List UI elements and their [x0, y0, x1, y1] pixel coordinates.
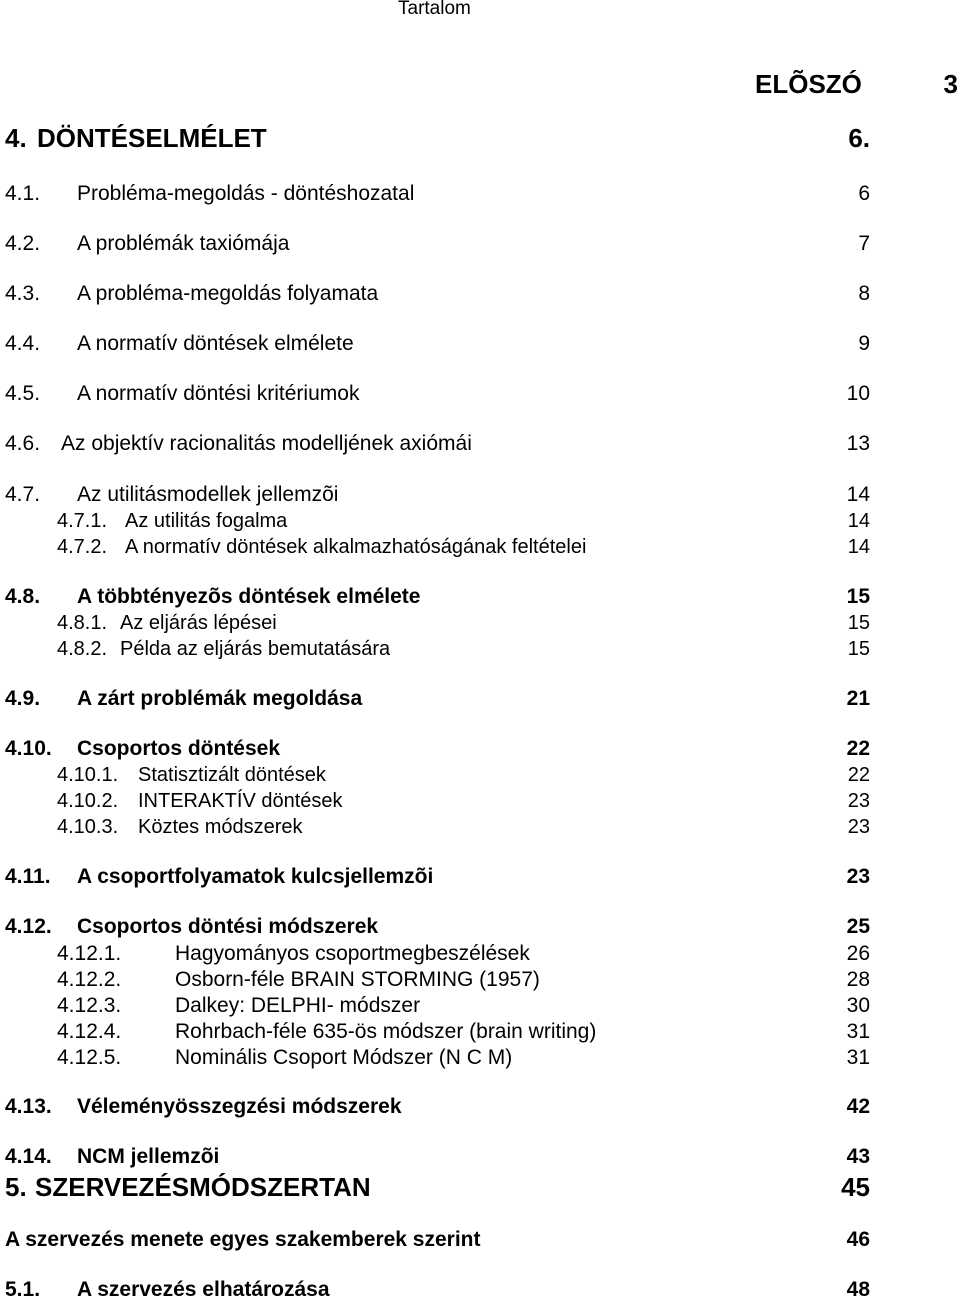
toc-chapter-page: 45 [841, 1172, 870, 1202]
toc-entry-page: 9 [858, 332, 870, 355]
toc-entry-number: 4.7. [5, 483, 41, 506]
toc-entry-number: 4.9. [5, 687, 41, 710]
toc-subentry-number: 4.12.2. [57, 968, 122, 991]
toc-entry-number: 4.12. [5, 915, 52, 938]
toc-subentry-title[interactable]: A normatív döntések alkalmazhatóságának feltételei [125, 536, 587, 558]
toc-subentry-title[interactable]: Hagyományos csoportmegbeszélések [175, 942, 530, 965]
toc-entry-title[interactable]: A normatív döntési kritériumok [77, 382, 360, 405]
toc-entry-page: 22 [846, 737, 870, 760]
toc-entry-title[interactable]: Az utilitásmodellek jellemzõi [77, 483, 339, 506]
toc-entry-page: 7 [858, 232, 870, 255]
toc-subentry-page: 15 [847, 638, 870, 660]
toc-entry-page: 8 [858, 282, 870, 305]
toc-subentry-title[interactable]: Osborn-féle BRAIN STORMING (1957) [175, 968, 540, 991]
toc-entry-number: 4.2. [5, 232, 41, 255]
toc-entry-title[interactable]: Csoportos döntések [77, 737, 281, 760]
toc-entry-number: 4.1. [5, 182, 41, 205]
toc-preface-page: 3 [943, 69, 958, 99]
toc-chapter-title[interactable]: DÖNTÉSELMÉLET [37, 123, 267, 153]
toc-entry-title[interactable]: A csoportfolyamatok kulcsjellemzõi [77, 865, 434, 888]
toc-subentry-page: 14 [847, 510, 870, 532]
toc-entry-page: 43 [846, 1145, 870, 1168]
toc-subentry-page: 30 [846, 994, 870, 1017]
toc-subentry-page: 28 [846, 968, 870, 991]
toc-subentry-number: 4.8.2. [57, 638, 108, 660]
toc-entry-number: 4.11. [5, 865, 51, 888]
toc-entry-title[interactable]: Csoportos döntési módszerek [77, 915, 379, 938]
toc-subentry-number: 4.12.1. [57, 942, 122, 965]
toc-subentry-number: 4.8.1. [57, 612, 108, 634]
toc-chapter-page: 6. [848, 123, 870, 153]
toc-entry-title[interactable]: A szervezés elhatározása [77, 1278, 330, 1301]
toc-subentry-number: 4.7.2. [57, 536, 108, 558]
toc-entry-page: 48 [846, 1278, 870, 1301]
toc-entry-title[interactable]: A problémák taxiómája [77, 232, 290, 255]
toc-entry-number: 4.3. [5, 282, 41, 305]
toc-subentry-title[interactable]: Rohrbach-féle 635-ös módszer (brain writing) [175, 1020, 597, 1043]
toc-subentry-title[interactable]: Köztes módszerek [138, 816, 303, 838]
toc-subentry-title[interactable]: Statisztizált döntések [138, 764, 326, 786]
toc-entry-number: 4.14. [5, 1145, 52, 1168]
toc-entry-title[interactable]: Probléma-megoldás - döntéshozatal [77, 182, 415, 205]
toc-entry-page: 6 [858, 182, 870, 205]
toc-entry-page: 21 [846, 687, 870, 710]
toc-subentry-number: 4.12.5. [57, 1046, 122, 1069]
toc-entry-number: 5.1. [5, 1278, 41, 1301]
toc-entry-page: 42 [846, 1095, 870, 1118]
toc-subentry-page: 15 [847, 612, 870, 634]
toc-entry-title[interactable]: Az objektív racionalitás modelljének axiómái [61, 432, 472, 455]
toc-subentry-page: 23 [847, 790, 870, 812]
toc-entry-title[interactable]: Véleményösszegzési módszerek [77, 1095, 402, 1118]
toc-entry-number: 4.10. [5, 737, 52, 760]
toc-entry-number: 4.13. [5, 1095, 52, 1118]
toc-subentry-title[interactable]: Dalkey: DELPHI- módszer [175, 994, 421, 1017]
toc-subentry-number: 4.10.2. [57, 790, 119, 812]
toc-subentry-number: 4.7.1. [57, 510, 108, 532]
toc-subentry-page: 31 [846, 1046, 870, 1069]
toc-subentry-page: 22 [847, 764, 870, 786]
toc-entry-page: 14 [846, 483, 870, 506]
toc-chapter-number: 5. [5, 1172, 27, 1202]
toc-subentry-page: 14 [847, 536, 870, 558]
toc-subentry-page: 26 [846, 942, 870, 965]
toc-subentry-number: 4.10.1. [57, 764, 119, 786]
page-header-title: Tartalom [398, 0, 471, 19]
toc-entry-page: 15 [846, 585, 870, 608]
toc-entry-number: 4.5. [5, 382, 41, 405]
toc-entry-number: 4.8. [5, 585, 41, 608]
toc-subentry-number: 4.12.3. [57, 994, 122, 1017]
toc-entry-title[interactable]: NCM jellemzõi [77, 1145, 220, 1168]
toc-entry-number: 4.6. [5, 432, 41, 455]
toc-subentry-page: 31 [846, 1020, 870, 1043]
toc-entry-title[interactable]: A többtényezõs döntések elmélete [77, 585, 421, 608]
toc-subentry-number: 4.10.3. [57, 816, 119, 838]
toc-entry-title[interactable]: A probléma-megoldás folyamata [77, 282, 379, 305]
toc-subentry-title[interactable]: Az eljárás lépései [120, 612, 277, 634]
toc-entry-page: 46 [846, 1228, 870, 1251]
toc-chapter-number: 4. [5, 123, 27, 153]
toc-entry-title[interactable]: A zárt problémák megoldása [77, 687, 363, 710]
toc-entry-page: 23 [846, 865, 870, 888]
toc-subentry-title[interactable]: Példa az eljárás bemutatására [120, 638, 391, 660]
toc-entry-page: 25 [846, 915, 870, 938]
toc-entry-number: 4.4. [5, 332, 41, 355]
toc-subentry-page: 23 [847, 816, 870, 838]
toc-subentry-title[interactable]: Az utilitás fogalma [125, 510, 288, 532]
toc-entry-page: 10 [846, 382, 870, 405]
toc-entry-page: 13 [846, 432, 870, 455]
toc-chapter-title[interactable]: SZERVEZÉSMÓDSZERTAN [35, 1172, 371, 1202]
toc-subentry-title[interactable]: Nominális Csoport Módszer (N C M) [175, 1046, 513, 1069]
toc-entry-title[interactable]: A szervezés menete egyes szakemberek szerint [5, 1228, 481, 1251]
toc-entry-title[interactable]: A normatív döntések elmélete [77, 332, 354, 355]
toc-preface-label[interactable]: ELÕSZÓ [755, 69, 862, 99]
toc-subentry-number: 4.12.4. [57, 1020, 122, 1043]
toc-subentry-title[interactable]: INTERAKTÍV döntések [138, 790, 343, 812]
